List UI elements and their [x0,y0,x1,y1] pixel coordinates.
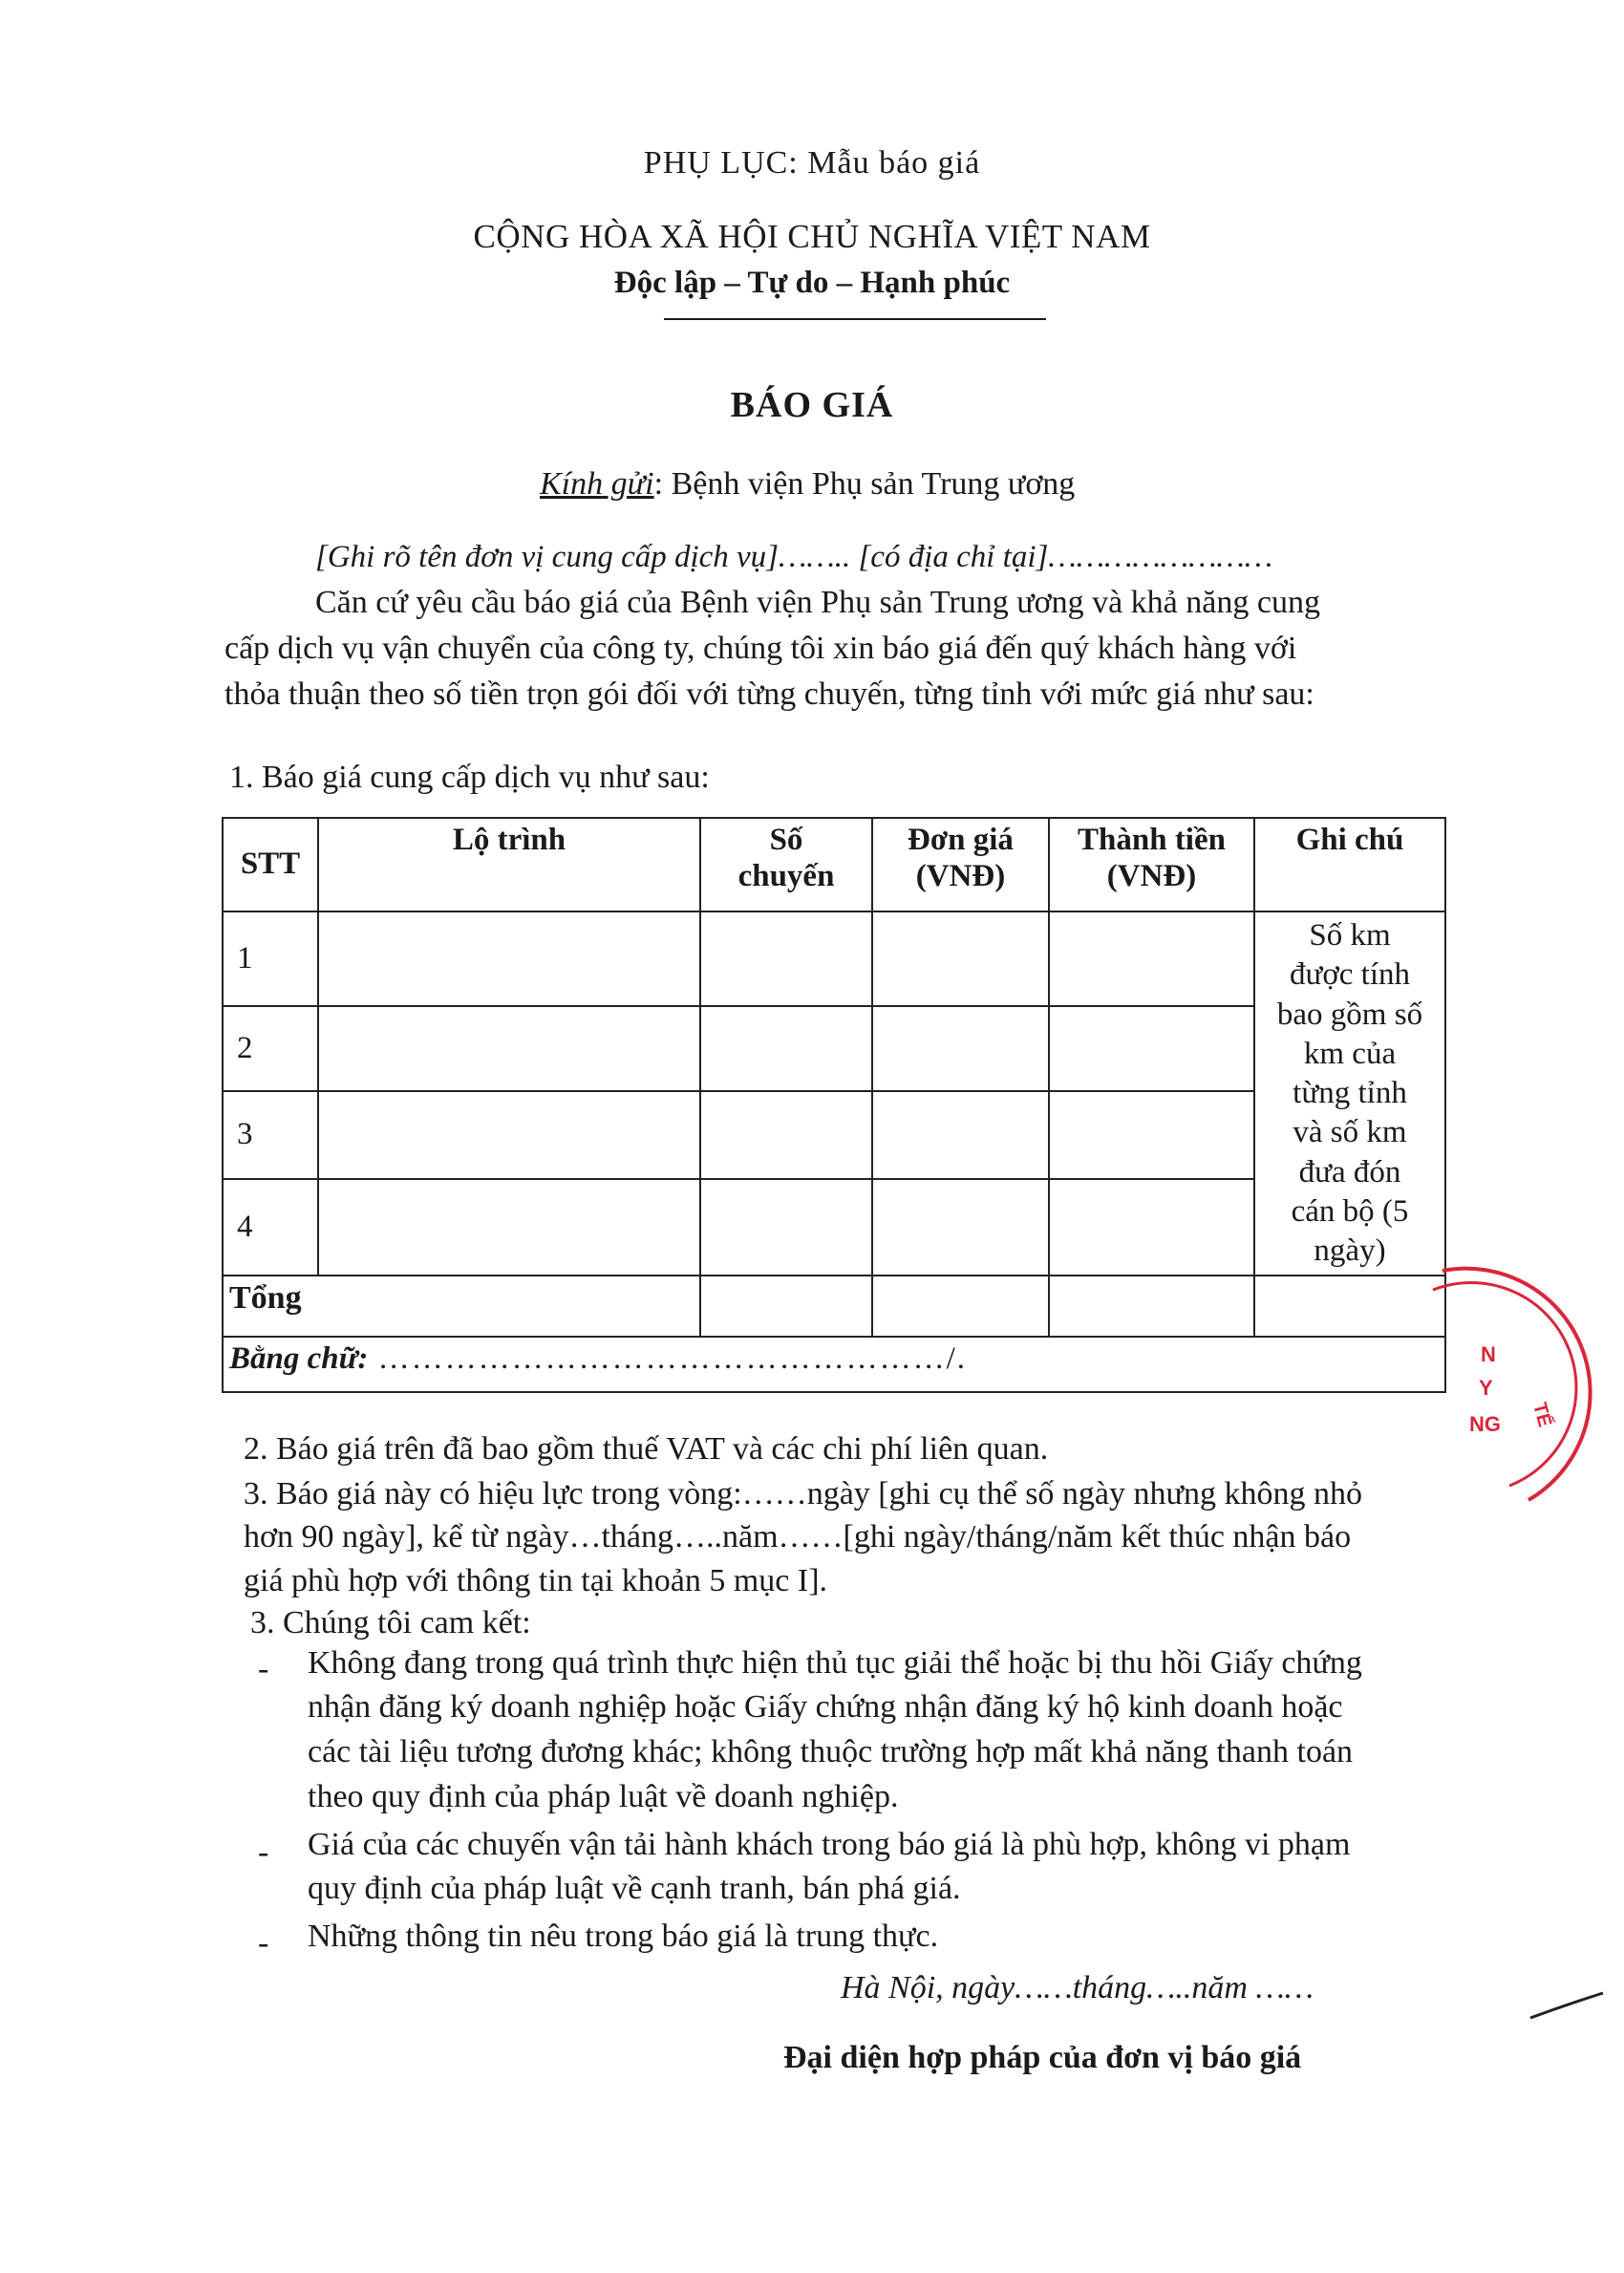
motto-underline [664,318,1046,320]
commitment-bullet: - [258,1834,269,1870]
commitment-bullet: - [258,1651,269,1686]
item-3-line-2: hơn 90 ngày], kể từ ngày…tháng…..năm……[ghi ngày/tháng/năm kết thúc nhận báo [244,1519,1352,1555]
route-cell[interactable] [318,1179,700,1276]
total-label: Tổng [223,1276,700,1337]
table-header-row [223,818,1445,911]
commitment-2-line-1: Giá của các chuyến vận tải hành khách trong báo giá là phù hợp, không vi phạm [308,1827,1351,1862]
in-words-row [223,1337,1445,1392]
commitment-1-line-1: Không đang trong quá trình thực hiện thủ tục giải thể hoặc bị thu hồi Giấy chứng [308,1645,1362,1681]
quotation-table [222,817,1446,1393]
date-line: Hà Nội, ngày……tháng…..năm …… [841,1970,1314,2005]
signature-stroke [1528,1987,1605,2026]
note-line: Số km [1309,918,1391,953]
stamp-fragment: N [1481,1342,1496,1366]
stamp-fragment: Y [1479,1376,1493,1400]
table-row [223,911,1445,1006]
note-line: ngày) [1314,1233,1386,1268]
total-note-cell[interactable] [1254,1276,1445,1337]
amount-cell[interactable] [1049,1179,1254,1276]
intro-line-2: cấp dịch vụ vận chuyển của công ty, chúng tôi xin báo giá đến quý khách hàng với [224,631,1297,666]
unit-price-cell[interactable] [872,1091,1049,1180]
header-trips: Số chuyến [700,818,872,911]
note-line: và số km [1293,1115,1407,1150]
republic-name: CỘNG HÒA XÃ HỘI CHỦ NGHĨA VIỆT NAM [473,218,1151,255]
note-cell [1254,911,1445,1276]
commitment-1-line-2: nhận đăng ký doanh nghiệp hoặc Giấy chứng nhận đăng ký hộ kinh doanh hoặc [308,1689,1343,1725]
row-stt: 4 [223,1179,318,1276]
row-stt: 1 [223,911,318,1006]
trips-cell[interactable] [700,911,872,1006]
header-unit-price: Đơn giá (VNĐ) [872,818,1049,911]
document-title: BÁO GIÁ [730,385,894,425]
stamp-fragment: TẾ [1528,1400,1556,1429]
stamp-fragment: NG [1469,1412,1501,1436]
amount-cell[interactable] [1049,1091,1254,1180]
item-3-line-1: 3. Báo giá này có hiệu lực trong vòng:……ngày [ghi cụ thể số ngày nhưng không nhỏ [244,1476,1362,1512]
total-row [223,1276,1445,1337]
intro-line-1: Căn cứ yêu cầu báo giá của Bệnh viện Phụ sản Trung ương và khả năng cung [315,585,1320,620]
unit-price-cell[interactable] [872,1179,1049,1276]
note-line: đưa đón [1298,1154,1401,1190]
amount-cell[interactable] [1049,911,1254,1006]
row-stt: 3 [223,1091,318,1180]
unit-price-cell[interactable] [872,911,1049,1006]
unit-price-cell[interactable] [872,1006,1049,1091]
note-line: từng tỉnh [1293,1076,1407,1110]
appendix-title: PHỤ LỤC: Mẫu báo giá [643,145,981,181]
route-cell[interactable] [318,911,700,1006]
in-words-value: ……………………………………………/. [368,1341,968,1377]
route-cell[interactable] [318,1006,700,1091]
commitment-2-line-2: quy định của pháp luật về cạnh tranh, bán phá giá. [308,1871,961,1906]
provider-line: [Ghi rõ tên đơn vị cung cấp dịch vụ]…….. [có địa chỉ tại]…………………… [315,540,1273,574]
total-amount-cell[interactable] [1049,1276,1254,1337]
total-unit-price-cell[interactable] [872,1276,1049,1337]
route-cell[interactable] [318,1091,700,1180]
note-line: km của [1303,1036,1397,1071]
intro-line-3: thỏa thuận theo số tiền trọn gói đối với từng chuyến, từng tỉnh với mức giá như sau: [224,676,1314,712]
commitment-3: Những thông tin nêu trong báo giá là trung thực. [308,1919,939,1954]
item-2: 2. Báo giá trên đã bao gồm thuế VAT và các chi phí liên quan. [244,1431,1049,1467]
header-amount: Thành tiền (VNĐ) [1049,818,1254,911]
note-line: bao gồm số [1276,997,1423,1032]
commitment-bullet: - [258,1925,269,1961]
commitment-1-line-4: theo quy định của pháp luật về doanh nghiệp. [308,1779,899,1814]
header-route: Lộ trình [318,818,700,911]
trips-cell[interactable] [700,1006,872,1091]
in-words-cell[interactable] [223,1337,1445,1392]
trips-cell[interactable] [700,1179,872,1276]
recipient-name: Bệnh viện Phụ sản Trung ương [671,466,1076,502]
item-3-line-3: giá phù hợp với thông tin tại khoản 5 mục I]. [244,1563,828,1598]
header-stt: STT [223,818,318,911]
recipient-line [540,466,1075,503]
header-note: Ghi chú [1254,818,1445,911]
note-line: cán bộ (5 [1291,1193,1409,1229]
in-words-label: Bằng chữ: [229,1341,369,1377]
row-stt: 2 [223,1006,318,1091]
recipient-label: Kính gửi [540,466,654,502]
section-1-heading: 1. Báo giá cung cấp dịch vụ như sau: [229,760,710,795]
recipient-colon: : [653,466,664,502]
total-trips-cell[interactable] [700,1276,872,1337]
note-line: được tính [1289,957,1411,993]
national-motto: Độc lập – Tự do – Hạnh phúc [613,266,1011,300]
commitment-1-line-3: các tài liệu tương đương khác; không thuộc trường hợp mất khả năng thanh toán [308,1734,1354,1769]
amount-cell[interactable] [1049,1006,1254,1091]
trips-cell[interactable] [700,1091,872,1180]
commitment-title: 3. Chúng tôi cam kết: [250,1605,531,1640]
signer-title: Đại diện hợp pháp của đơn vị báo giá [783,2040,1302,2075]
